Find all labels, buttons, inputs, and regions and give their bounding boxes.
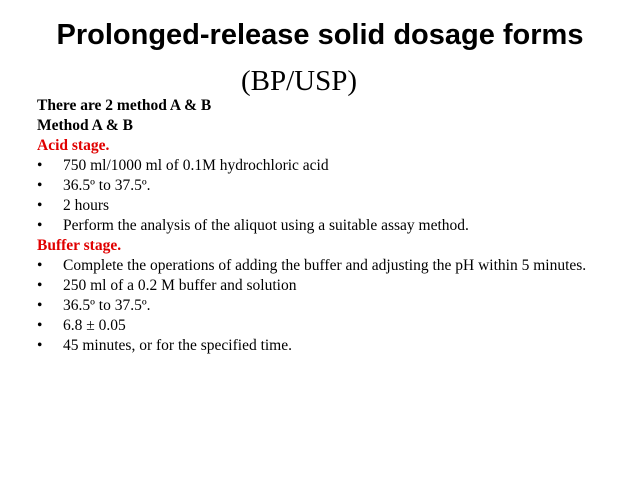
bullet-icon: • — [37, 217, 43, 234]
method-line: Method A & B — [37, 117, 134, 134]
buffer-stage-heading: Buffer stage. — [37, 237, 122, 254]
buffer-stage-item — [37, 256, 617, 276]
bullet-icon: • — [37, 277, 43, 294]
buffer-stage-item — [37, 316, 617, 336]
buffer-stage-item — [37, 296, 617, 316]
acid-stage-item-text: Perform the analysis of the aliquot using a suitable assay method. — [63, 217, 469, 234]
bullet-icon: • — [37, 297, 43, 314]
acid-stage-item — [37, 196, 617, 216]
bullet-icon: • — [37, 337, 43, 354]
bullet-icon: • — [37, 177, 43, 194]
acid-stage-item — [37, 176, 617, 196]
slide-title: Prolonged-release solid dosage forms — [56, 19, 584, 51]
slide-subtitle: (BP/USP) — [241, 65, 358, 97]
buffer-stage-item-text: Complete the operations of adding the buffer and adjusting the pH within 5 minutes. — [63, 257, 587, 274]
buffer-stage-item — [37, 336, 617, 356]
buffer-stage-item-text: 36.5º to 37.5º. — [63, 297, 151, 314]
acid-stage-item-text: 36.5º to 37.5º. — [63, 177, 151, 194]
slide-body — [37, 96, 617, 356]
acid-stage-item — [37, 216, 617, 236]
buffer-stage-item-text: 250 ml of a 0.2 M buffer and solution — [63, 277, 297, 294]
intro-line: There are 2 method A & B — [37, 97, 212, 114]
acid-stage-heading: Acid stage. — [37, 137, 110, 154]
buffer-stage-item — [37, 276, 617, 296]
bullet-icon: • — [37, 317, 43, 334]
bullet-icon: • — [37, 157, 43, 174]
acid-stage-item — [37, 156, 617, 176]
bullet-icon: • — [37, 257, 43, 274]
bullet-icon: • — [37, 197, 43, 214]
acid-stage-item-text: 750 ml/1000 ml of 0.1M hydrochloric acid — [63, 157, 329, 174]
buffer-stage-item-text: 6.8 ± 0.05 — [63, 317, 126, 334]
acid-stage-item-text: 2 hours — [63, 197, 110, 214]
buffer-stage-item-text: 45 minutes, or for the specified time. — [63, 337, 292, 354]
